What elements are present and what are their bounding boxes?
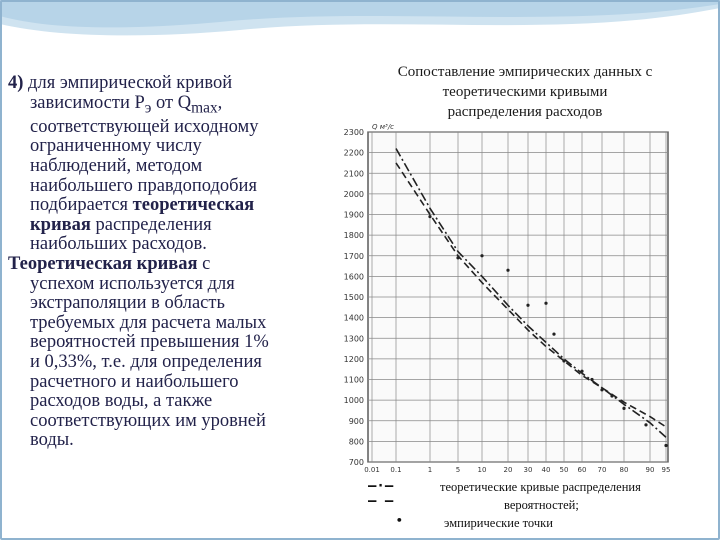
x-tick-label: 40 [541, 466, 551, 474]
y-axis-label: Q м³/с [372, 123, 395, 131]
x-tick-label: 90 [645, 466, 655, 474]
paragraph-2: Теоретическая кривая с [8, 254, 211, 275]
legend-curves-label: теоретические кривые распределения [440, 480, 641, 494]
legend-curves-label-2: вероятностей; [504, 498, 579, 512]
empirical-point [428, 215, 431, 218]
legend-points-label: эмпирические точки [444, 516, 553, 530]
legend-point-symbol: • [396, 514, 403, 527]
y-tick-label: 1700 [343, 251, 364, 261]
x-tick-label: 50 [559, 466, 569, 474]
legend-dashdot-symbol: –·– [368, 478, 394, 494]
empirical-point [600, 388, 603, 391]
y-tick-label: 1100 [343, 375, 364, 385]
empirical-point [580, 370, 583, 373]
y-tick-label: 2100 [343, 169, 364, 179]
y-tick-label: 1400 [343, 313, 364, 323]
y-tick-label: 2000 [343, 189, 364, 199]
y-tick-label: 1800 [343, 231, 364, 241]
chart-title: Сопоставление эмпирических данных с теоретическими кривыми распределения расходов [397, 64, 653, 120]
empirical-point [544, 302, 547, 305]
y-tick-label: 1500 [343, 293, 364, 302]
empirical-point [552, 333, 555, 336]
paragraph-2-continuation: успехом используется для экстраполяции в область требуемых для расчета малых вероятностей превышения 1% и 0,33%, т.е. для определения расчетного и наибольшего расходов воды, а также соответствующих им уровней воды. [30, 273, 269, 451]
paragraph-1: 4) для эмпирической кривой [8, 73, 233, 93]
x-tick-label: 5 [455, 466, 461, 474]
x-tick-label: 10 [477, 466, 487, 474]
empirical-point [562, 359, 565, 362]
x-tick-label: 0.01 [364, 466, 380, 474]
empirical-point [456, 256, 459, 259]
x-tick-label: 0.1 [390, 466, 402, 474]
empirical-point [506, 269, 509, 272]
empirical-point [610, 394, 613, 397]
paragraph-1-continuation: зависимости $P_э$ от $Q_{max}$, соответствующей исходному ограниченному числу наблюдений, методом наибольшего правдоподобия подбирается теоретическая кривая распределения наибольших расходов. [30, 92, 259, 255]
legend-dash-symbol: – – [368, 493, 394, 509]
empirical-point [480, 254, 483, 257]
slide-body-text [8, 74, 330, 451]
x-tick-label: 1 [427, 466, 433, 474]
x-tick-label: 30 [523, 466, 533, 474]
probability-chart [334, 118, 674, 480]
paragraph-marker: 4) [8, 73, 24, 93]
y-tick-label: 2200 [343, 148, 364, 158]
y-tick-label: 1300 [343, 334, 364, 344]
empirical-point [644, 423, 647, 426]
y-tick-label: 800 [348, 437, 364, 447]
y-tick-label: 700 [348, 458, 364, 467]
y-tick-label: 1600 [343, 272, 364, 282]
x-tick-label: 95 [661, 466, 671, 474]
y-tick-label: 900 [348, 416, 364, 426]
x-tick-label: 70 [597, 466, 607, 474]
empirical-point [622, 407, 625, 410]
empirical-point [590, 378, 593, 381]
empirical-point [526, 304, 529, 307]
x-tick-label: 20 [503, 466, 513, 474]
y-tick-label: 2300 [343, 128, 364, 137]
x-tick-label: 80 [619, 466, 629, 474]
x-tick-label: 60 [577, 466, 587, 474]
y-tick-label: 1200 [343, 354, 364, 364]
y-tick-label: 1900 [343, 210, 364, 220]
y-tick-label: 1000 [343, 396, 364, 406]
empirical-point [664, 444, 667, 447]
